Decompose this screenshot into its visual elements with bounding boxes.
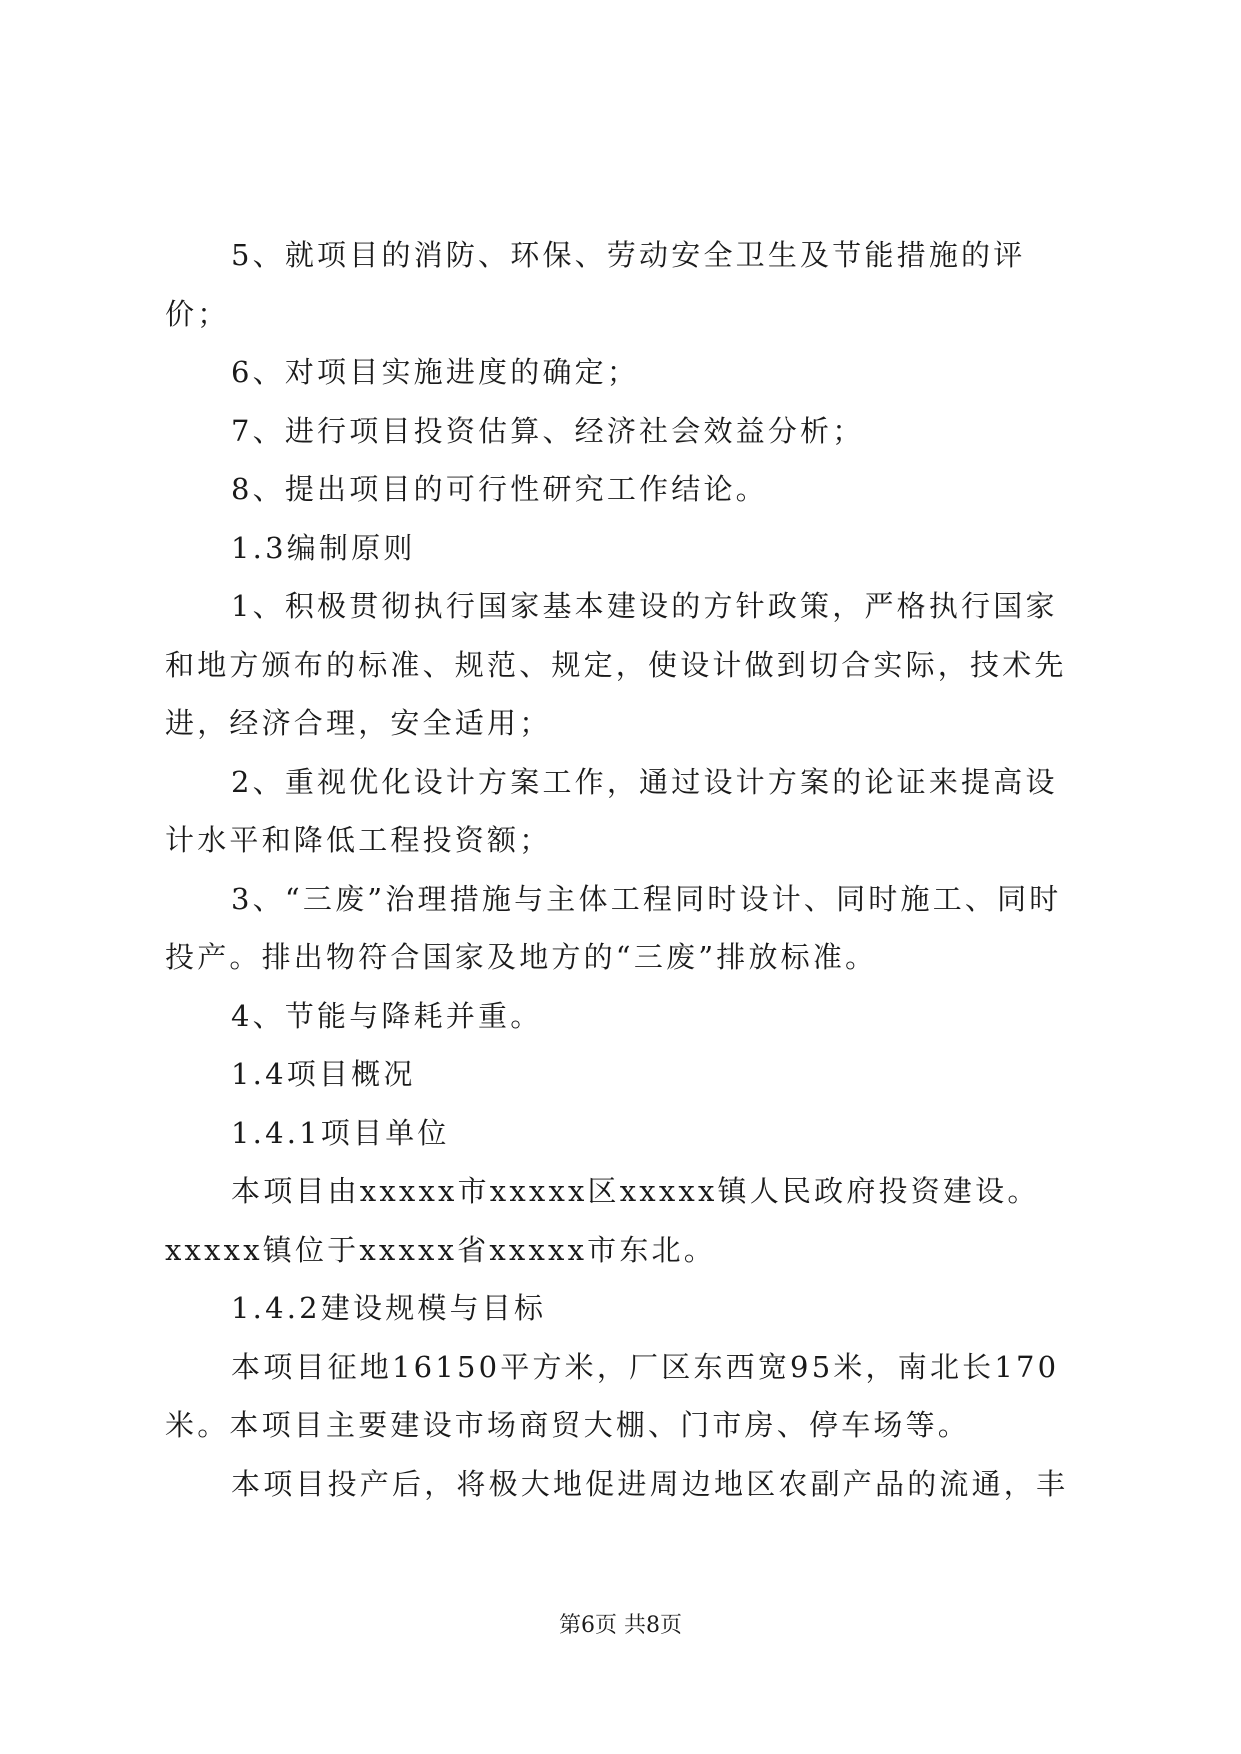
paragraph-item-7: 7、进行项目投资估算、经济社会效益分析； xyxy=(231,413,865,448)
project-unit-paragraph: 本项目由xxxxx市xxxxx区xxxxx镇人民政府投资建设。xxxxx镇位于xxxxx省xxxxx市东北。 xyxy=(165,1174,1040,1267)
scale-paragraph: 本项目征地16150平方米，厂区东西宽95米，南北长170米。本项目主要建设市场商贸大棚、门市房、停车场等。 xyxy=(165,1349,1060,1442)
page-number-footer: 第6页 共8页 xyxy=(559,1613,682,1638)
principle-4: 4、节能与降耗并重。 xyxy=(231,998,543,1033)
paragraph-item-6: 6、对项目实施进度的确定； xyxy=(231,355,640,389)
section-heading-1-4: 1.4项目概况 xyxy=(231,1057,416,1091)
principle-3: 3、“三废”治理措施与主体工程同时设计、同时施工、同时投产。排出物符合国家及地方的“三废”排放标准。 xyxy=(165,881,1062,974)
principle-1: 1、积极贯彻执行国家基本建设的方针政策，严格执行国家和地方颁布的标准、规范、规定，使设计做到切合实际，技术先进，经济合理，安全适用； xyxy=(165,589,1067,740)
benefit-paragraph: 本项目投产后，将极大地促进周边地区农副产品的流通，丰 xyxy=(231,1466,1069,1501)
section-heading-1-3: 1.3编制原则 xyxy=(231,530,416,565)
paragraph-item-5: 5、就项目的消防、环保、劳动安全卫生及节能措施的评价； xyxy=(165,238,1026,331)
principle-2: 2、重视优化设计方案工作，通过设计方案的论证来提高设计水平和降低工程投资额； xyxy=(165,764,1058,857)
document-body xyxy=(165,226,1075,1513)
paragraph-item-8: 8、提出项目的可行性研究工作结论。 xyxy=(231,472,768,506)
section-heading-1-4-1: 1.4.1项目单位 xyxy=(231,1115,450,1150)
section-heading-1-4-2: 1.4.2建设规模与目标 xyxy=(231,1291,547,1325)
